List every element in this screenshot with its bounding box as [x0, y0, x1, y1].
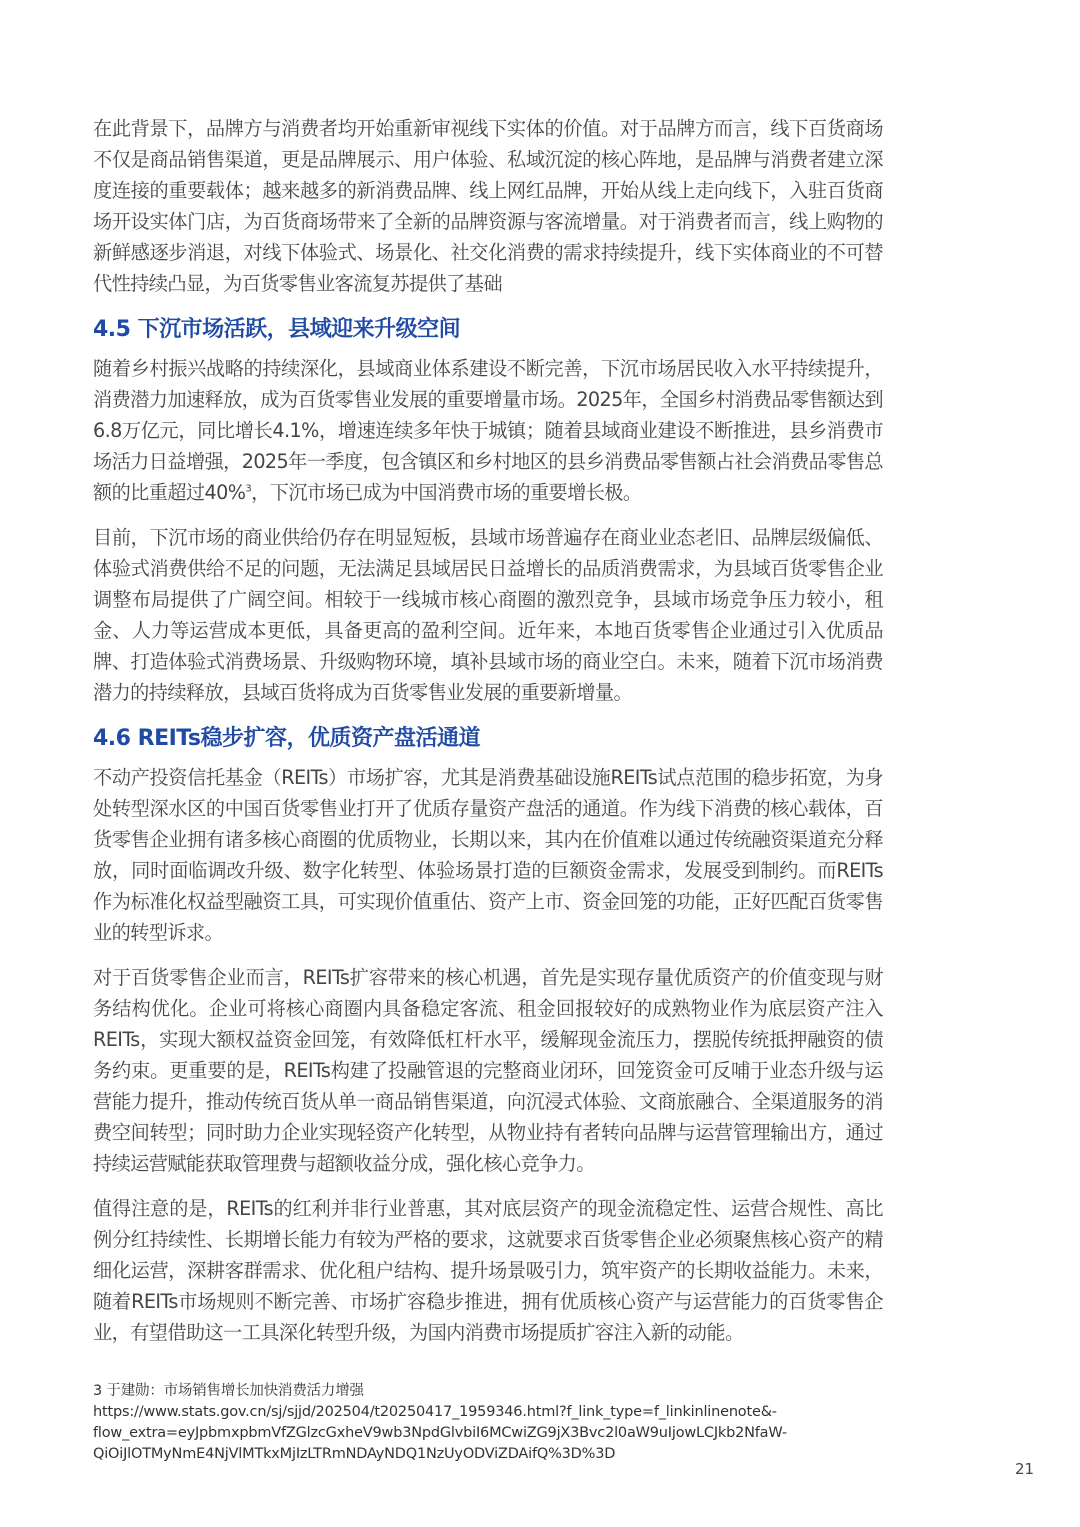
section-4-6-paragraph-1: 不动产投资信托基金（REITs）市场扩容，尤其是消费基础设施REITs试点范围的稳步拓宽，为身处转型深水区的中国百货零售业打开了优质存量资产盘活的通道。作为线下消费的核心载体，百货零售企业拥有诸多核心商圈的优质物业，长期以来，其内在价值难以通过传统融资渠道充分释放，同时面临调改升级、数字化转型、体验场景打造的巨额资金需求，发展受到制约。而REITs作为标准化权益型融资工具，可实现价值重估、资产上市、资金回笼的功能，正好匹配百货零售业的转型诉求。 [93, 766, 883, 944]
page-body [93, 113, 883, 1362]
footnote-url-line[interactable]: https://www.stats.gov.cn/sj/sjjd/202504/t20250417_1959346.html?f_link_type=f_linkinlinenote&- [93, 1404, 777, 1420]
section-heading-4-6: 4.6 REITs稳步扩容，优质资产盘活通道 [93, 726, 480, 751]
footnote-title: 3 于建勋：市场销售增长加快消费活力增强 [93, 1383, 364, 1399]
footnote [93, 1381, 903, 1465]
paragraph-text: 随着乡村振兴战略的持续深化，县域商业体系建设不断完善，下沉市场居民收入水平持续提升，消费潜力加速释放，成为百货零售业发展的重要增量市场。2025年，全国乡村消费品零售额达到6.8万亿元，同比增长4.1%，增速连续多年快于城镇；随着县域商业建设不断推进，县乡消费市场活力日益增强，2025年一季度，包含镇区和乡村地区的县乡消费品零售额占社会消费品零售总额的比重超过40% [93, 357, 883, 504]
footnote-marker[interactable]: 3 [245, 483, 252, 495]
footnote-url-line[interactable]: flow_extra=eyJpbmxpbmVfZGlzcGxheV9wb3NpdGlvbiI6MCwiZG9jX3Bvc2l0aW9uIjowLCJkb2NfaW- [93, 1425, 787, 1441]
section-4-6-paragraph-3: 值得注意的是，REITs的红利并非行业普惠，其对底层资产的现金流稳定性、运营合规性、高比例分红持续性、长期增长能力有较为严格的要求，这就要求百货零售企业必须聚焦核心资产的精细化运营，深耕客群需求、优化租户结构、提升场景吸引力，筑牢资产的长期收益能力。未来，随着REITs市场规则不断完善、市场扩容稳步推进，拥有优质核心资产与运营能力的百货零售企业，有望借助这一工具深化转型升级，为国内消费市场提质扩容注入新的动能。 [93, 1197, 883, 1344]
section-4-6-paragraph-2: 对于百货零售企业而言，REITs扩容带来的核心机遇，首先是实现存量优质资产的价值变现与财务结构优化。企业可将核心商圈内具备稳定客流、租金回报较好的成熟物业作为底层资产注入REITs，实现大额权益资金回笼，有效降低杠杆水平，缓解现金流压力，摆脱传统抵押融资的债务约束。更重要的是，REITs构建了投融管退的完整商业闭环，回笼资金可反哺于业态升级与运营能力提升，推动传统百货从单一商品销售渠道，向沉浸式体验、文商旅融合、全渠道服务的消费空间转型；同时助力企业实现轻资产化转型，从物业持有者转向品牌与运营管理输出方，通过持续运营赋能获取管理费与超额收益分成，强化核心竞争力。 [93, 966, 883, 1175]
section-4-5-paragraph-1 [93, 353, 883, 508]
page-number: 21 [1015, 1460, 1035, 1478]
footnote-url-line[interactable]: QiOiJlOTMyNmE4NjVlMTkxMjIzLTRmNDAyNDQ1NzUyODViZDAifQ%3D%3D [93, 1446, 616, 1462]
paragraph-text-tail: ，下沉市场已成为中国消费市场的重要增长极。 [251, 481, 642, 504]
section-4-5-paragraph-2: 目前，下沉市场的商业供给仍存在明显短板，县域市场普遍存在商业业态老旧、品牌层级偏低、体验式消费供给不足的问题，无法满足县域居民日益增长的品质消费需求，为县域百货零售企业调整布局提供了广阔空间。相较于一线城市核心商圈的激烈竞争，县域市场竞争压力较小，租金、人力等运营成本更低，具备更高的盈利空间。近年来，本地百货零售企业通过引入优质品牌、打造体验式消费场景、升级购物环境，填补县域市场的商业空白。未来，随着下沉市场消费潜力的持续释放，县域百货将成为百货零售业发展的重要新增量。 [93, 526, 883, 704]
intro-paragraph: 在此背景下，品牌方与消费者均开始重新审视线下实体的价值。对于品牌方而言，线下百货商场不仅是商品销售渠道，更是品牌展示、用户体验、私域沉淀的核心阵地，是品牌与消费者建立深度连接的重要载体；越来越多的新消费品牌、线上网红品牌，开始从线上走向线下，入驻百货商场开设实体门店，为百货商场带来了全新的品牌资源与客流增量。对于消费者而言，线上购物的新鲜感逐步消退，对线下体验式、场景化、社交化消费的需求持续提升，线下实体商业的不可替代性持续凸显，为百货零售业客流复苏提供了基础 [93, 117, 883, 295]
section-heading-4-5: 4.5 下沉市场活跃，县域迎来升级空间 [93, 317, 461, 342]
